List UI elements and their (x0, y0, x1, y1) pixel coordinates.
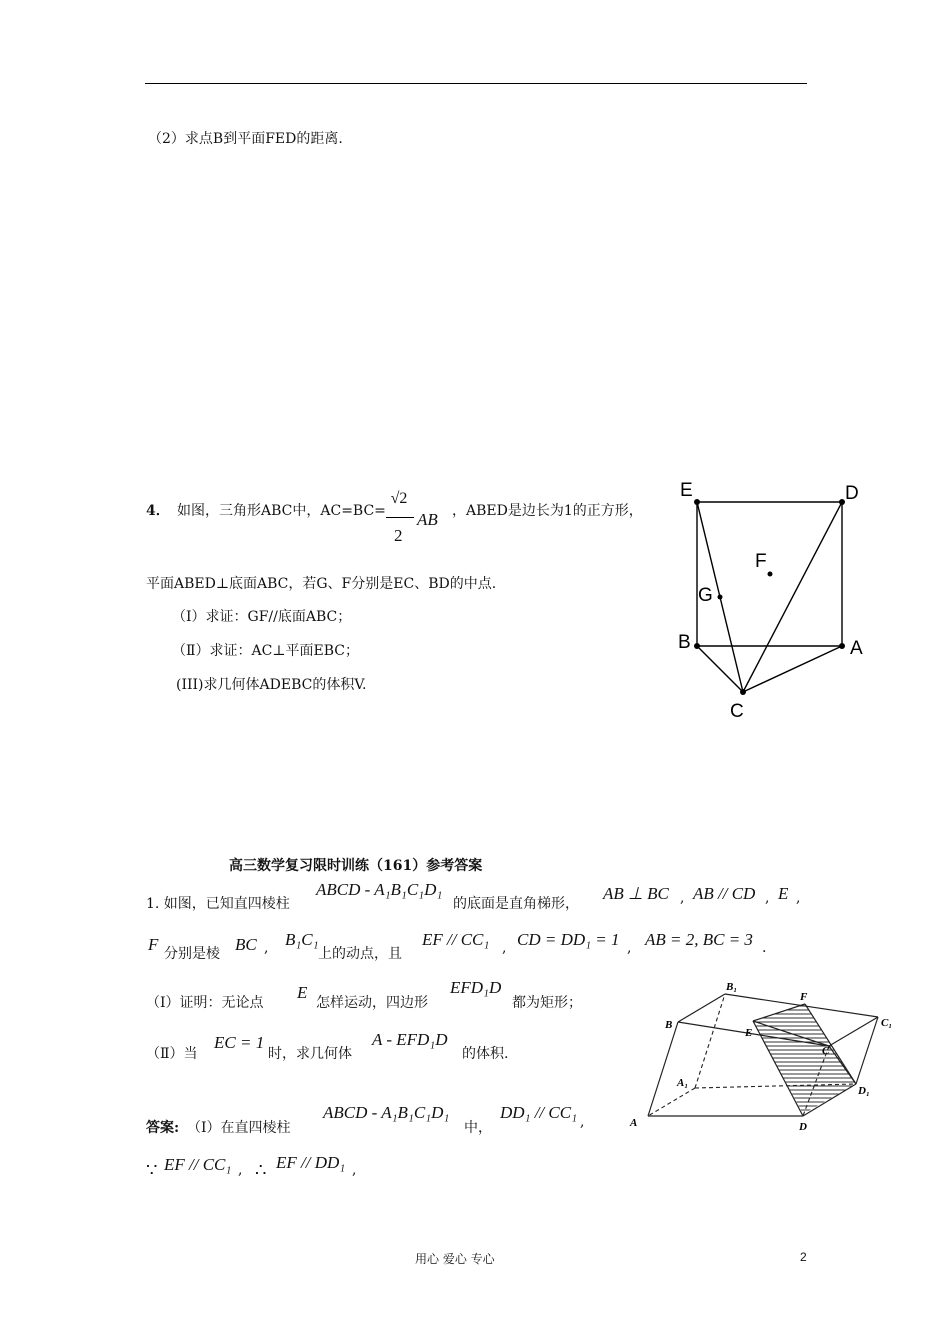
ans-prism: ABCD - A₁B₁C₁D₁ (323, 1103, 450, 1122)
fraction-ab: AB (417, 510, 438, 529)
prism-label-a: A (630, 1117, 638, 1129)
fraction (384, 490, 414, 508)
q3-part2: （2）求点B到平面FED的距离. (148, 131, 343, 147)
p3-e: E (297, 983, 308, 1002)
p2-abbc: AB = 2, BC = 3 (645, 930, 753, 949)
fraction-denominator: 2 (394, 526, 403, 545)
prism-label-d: D (799, 1121, 807, 1133)
p2-cd: CD = DD₁ = 1 (517, 930, 620, 949)
square-pyramid-figure (660, 470, 880, 730)
label-b: B (678, 632, 691, 653)
q4-part3: (III)求几何体ADEBC的体积V. (176, 677, 367, 693)
p1-mid: 的底面是直角梯形， (453, 896, 579, 912)
p4-b: 时，求几何体 (268, 1046, 352, 1062)
p2-ef: EF // CC₁ (422, 930, 490, 949)
p3-a: （Ⅰ）证明：无论点 (146, 995, 264, 1011)
prism-label-c: C (822, 1045, 830, 1057)
q4-part1: （Ⅰ）求证：GF//底面ABC； (172, 609, 352, 625)
p3-b: 怎样运动，四边形 (316, 995, 428, 1011)
p3-efd1d: EFD₁D (450, 978, 502, 997)
fraction-bar (386, 517, 414, 518)
p1-pre: 1. 如图，已知直四棱柱 (146, 896, 290, 912)
label-d: D (845, 483, 859, 504)
prism-label-c1: C₁ (881, 1017, 893, 1029)
because-symbol: ∵ (146, 1160, 158, 1181)
p4-solid: A - EFD₁D (372, 1030, 448, 1049)
p4-ec: EC = 1 (214, 1033, 265, 1052)
ans-ef2: EF // DD₁ (276, 1153, 346, 1172)
header-rule (145, 83, 807, 84)
label-a: A (850, 638, 863, 659)
label-f: F (755, 551, 767, 572)
q4-number: 4． (146, 503, 170, 519)
p1-par: AB // CD (693, 884, 756, 903)
p1-perp: AB ⊥ BC (603, 884, 669, 903)
q4-line2: 平面ABED⊥底面ABC，若G、F分别是EC、BD的中点. (146, 576, 497, 592)
label-e: E (680, 480, 693, 501)
p2-f: F (148, 935, 159, 954)
ans-label: 答案: (146, 1120, 180, 1136)
prism-label-a1: A₁ (677, 1077, 689, 1089)
page-number: 2 (800, 1250, 807, 1264)
prism-label-d1: D₁ (858, 1085, 870, 1097)
ans-a: （Ⅰ）在直四棱柱 (187, 1120, 291, 1136)
label-c: C (730, 701, 744, 722)
p2-bc: BC (235, 935, 257, 954)
therefore-symbol: ∴ (255, 1160, 267, 1181)
q4-intro-b: ，ABED是边长为1的正方形， (452, 503, 643, 519)
label-g: G (698, 585, 713, 606)
p4-c: 的体积. (462, 1046, 509, 1062)
p1-e: E (778, 884, 789, 903)
prism-label-f: F (800, 991, 808, 1003)
p2-b1c1: B₁C₁ (285, 930, 319, 949)
q4-part2: （Ⅱ）求证：AC⊥平面EBC； (172, 643, 359, 659)
answer-title: 高三数学复习限时训练（161）参考答案 (229, 858, 483, 874)
ans-ef1: EF // CC₁ (164, 1155, 232, 1174)
ans-b: 中， (464, 1120, 492, 1136)
p1-prism: ABCD - A₁B₁C₁D₁ (316, 880, 443, 899)
p2-b: 上的动点，且 (318, 946, 402, 962)
prism-label-e: E (745, 1027, 753, 1039)
q4-intro-a: 如图，三角形ABC中，AC=BC= (177, 503, 386, 519)
prism-label-b: B (665, 1019, 673, 1031)
footer-text: 用心 爱心 专心 (415, 1252, 495, 1266)
p2-a: 分别是棱 (164, 946, 220, 962)
ans-par: DD₁ // CC₁ (500, 1103, 577, 1122)
p4-a: （Ⅱ）当 (146, 1046, 198, 1062)
p3-c: 都为矩形； (512, 995, 582, 1011)
fraction-numerator: √2 (390, 490, 408, 507)
prism-figure (622, 972, 912, 1142)
prism-label-b1: B₁ (726, 981, 738, 993)
